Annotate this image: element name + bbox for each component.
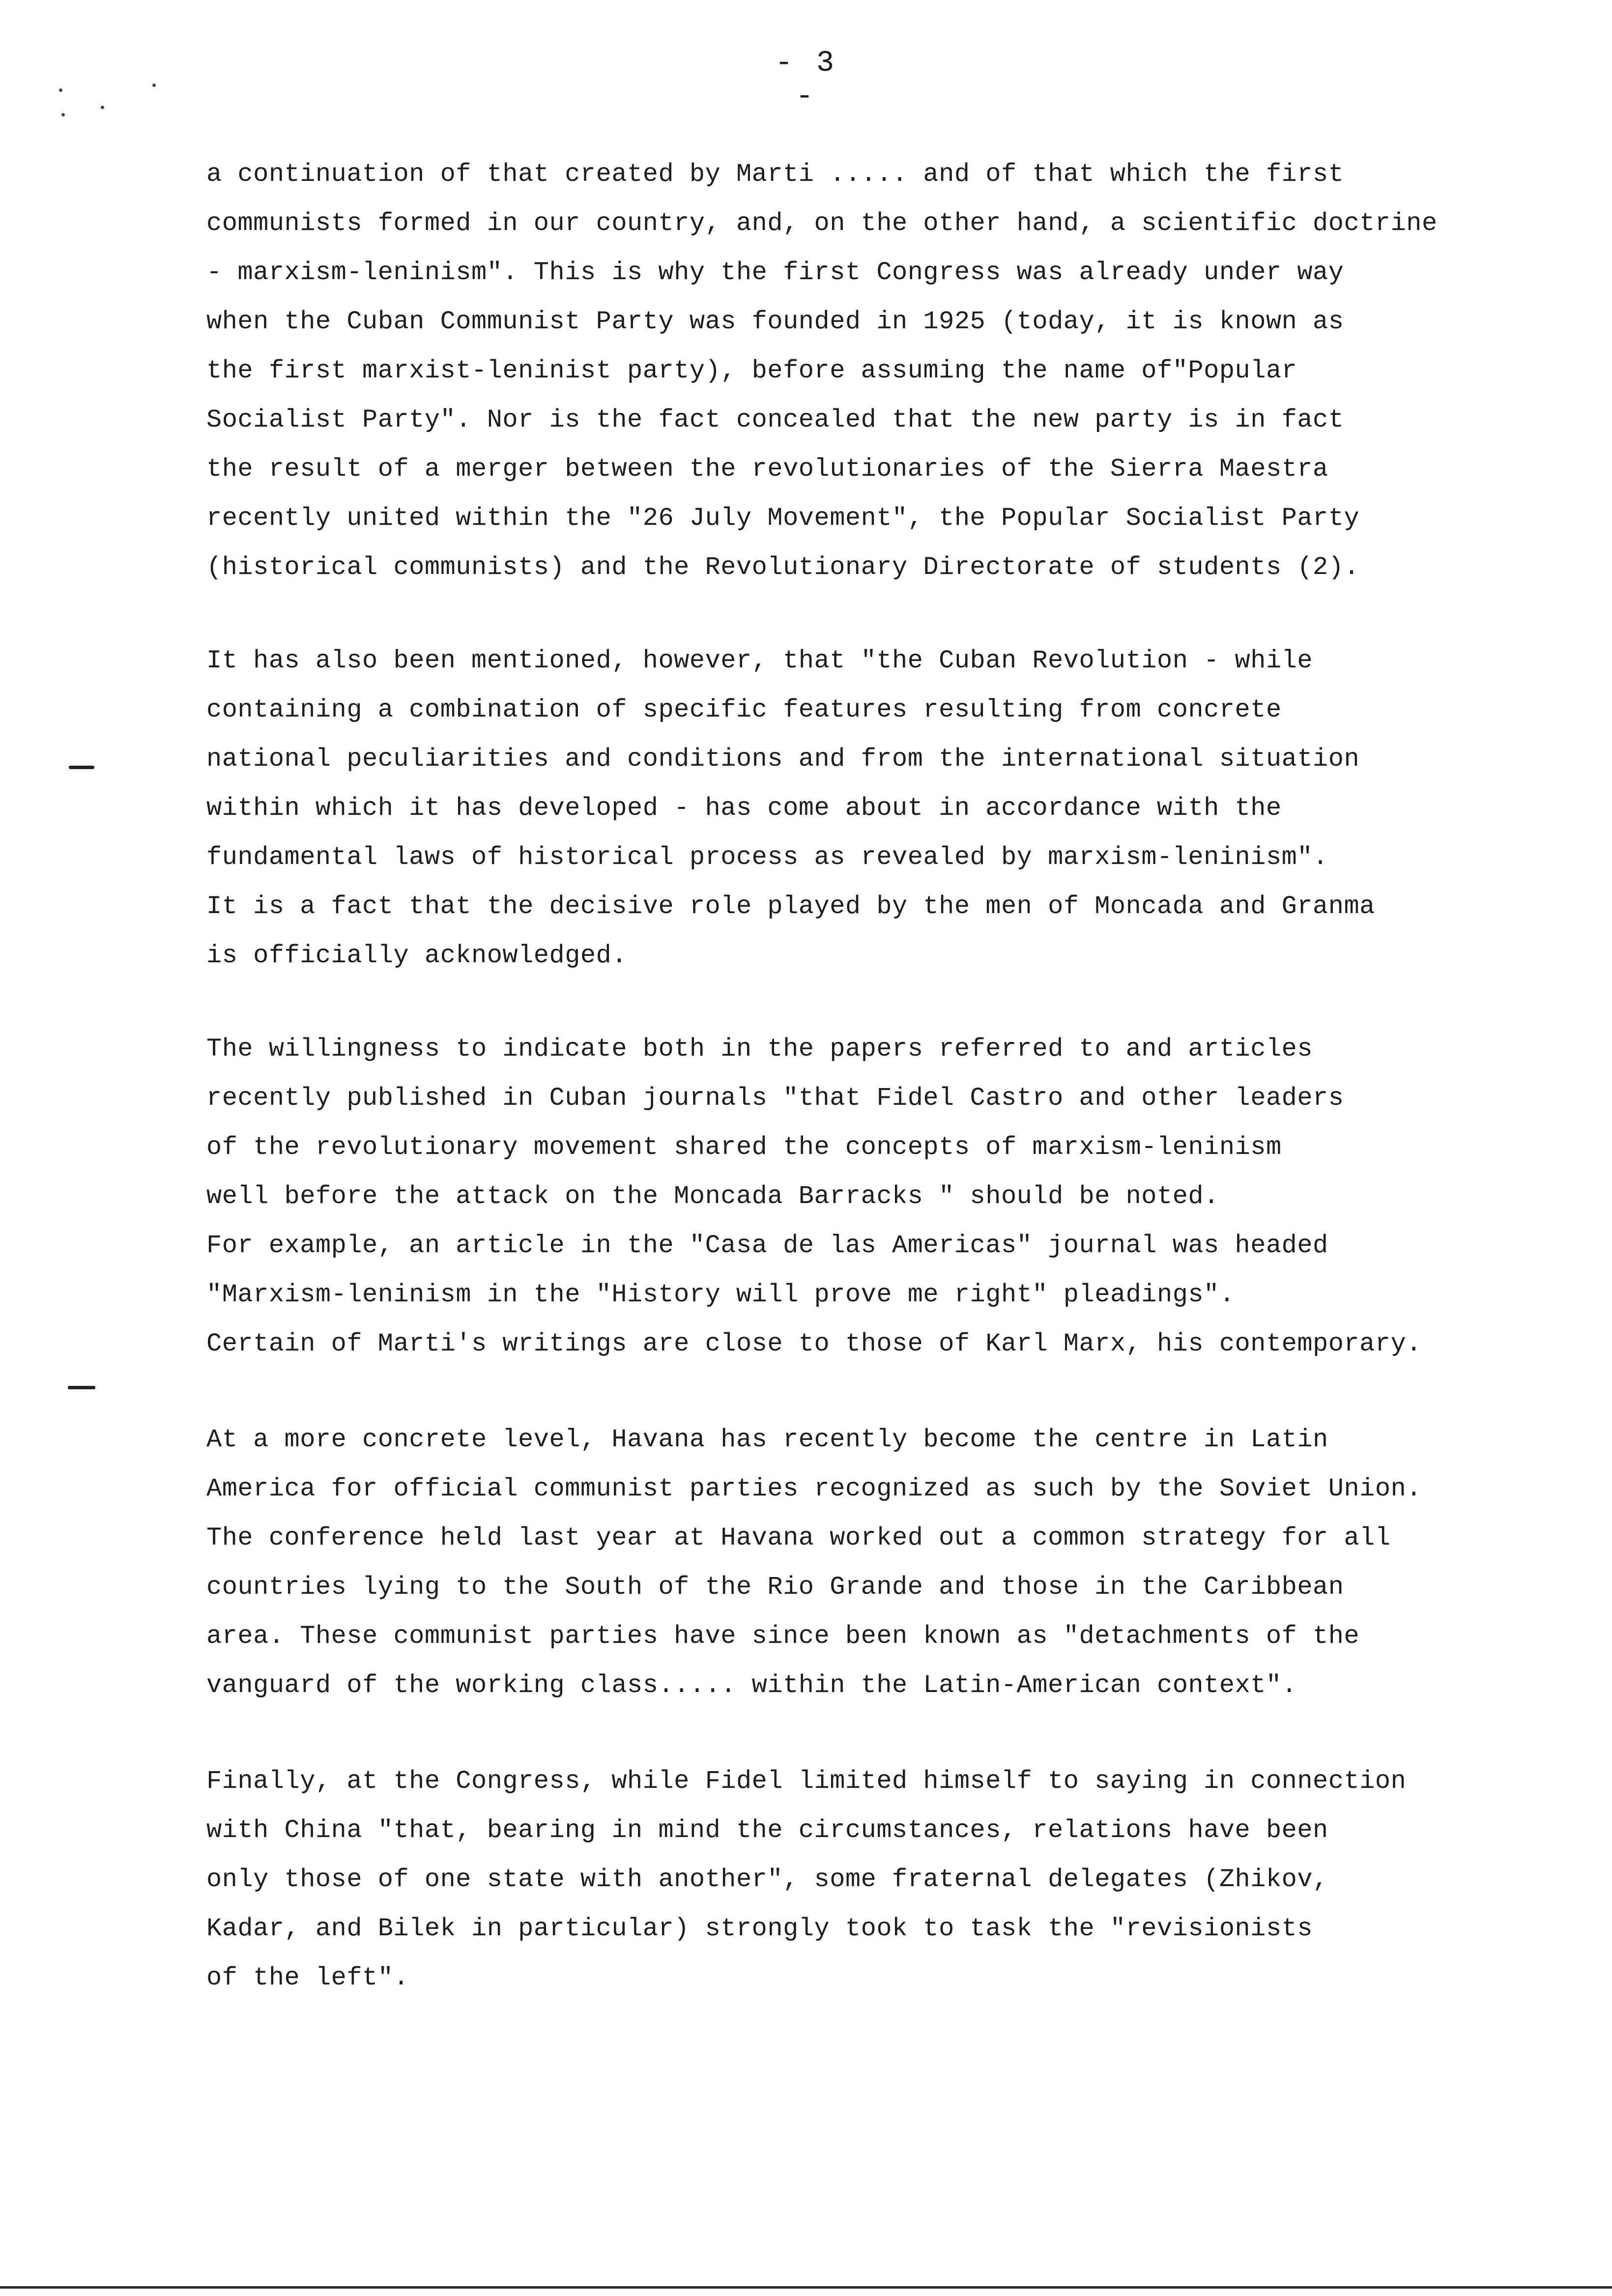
margin-speck xyxy=(59,88,62,92)
text-line: communists formed in our country, and, on the other hand, a scientific doctrine xyxy=(206,209,1438,238)
paragraph xyxy=(206,1415,1583,1710)
text-line: (historical communists) and the Revolutionary Directorate of students (2). xyxy=(206,553,1360,582)
text-line: fundamental laws of historical process as revealed by marxism-leninism". xyxy=(206,843,1328,872)
margin-speck xyxy=(61,113,65,116)
text-line: the first marxist-leninist party), before assuming the name of"Popular xyxy=(206,356,1297,385)
text-line: well before the attack on the Moncada Barracks " should be noted. xyxy=(206,1182,1219,1211)
text-line: of the revolutionary movement shared the concepts of marxism-leninism xyxy=(206,1133,1282,1162)
text-line: recently united within the "26 July Movement", the Popular Socialist Party xyxy=(206,504,1360,533)
text-line: - marxism-leninism". This is why the first Congress was already under way xyxy=(206,258,1344,287)
paragraph xyxy=(206,636,1583,980)
text-line: It has also been mentioned, however, that "the Cuban Revolution - while xyxy=(206,646,1313,675)
text-line: containing a combination of specific features resulting from concrete xyxy=(206,695,1282,724)
text-line: of the left". xyxy=(206,1963,409,1992)
text-line: within which it has developed - has come about in accordance with the xyxy=(206,794,1282,823)
page-bottom-rule xyxy=(0,2286,1612,2289)
text-line: At a more concrete level, Havana has recently become the centre in Latin xyxy=(206,1425,1328,1454)
page-number: - 3 - xyxy=(775,47,837,114)
text-line: with China "that, bearing in mind the circumstances, relations have been xyxy=(206,1816,1328,1845)
text-line: Certain of Marti's writings are close to those of Karl Marx, his contemporary. xyxy=(206,1329,1422,1358)
text-line: is officially acknowledged. xyxy=(206,941,628,970)
paragraph xyxy=(206,150,1583,592)
text-line: "Marxism-leninism in the "History will prove me right" pleadings". xyxy=(206,1280,1235,1309)
text-line: Kadar, and Bilek in particular) strongly took to task the "revisionists xyxy=(206,1914,1313,1943)
text-line: vanguard of the working class..... within the Latin-American context". xyxy=(206,1671,1297,1700)
text-line: a continuation of that created by Marti ..... and of that which the first xyxy=(206,160,1344,189)
text-line: It is a fact that the decisive role played by the men of Moncada and Granma xyxy=(206,892,1375,921)
text-line: For example, an article in the "Casa de las Americas" journal was headed xyxy=(206,1231,1328,1260)
text-line: recently published in Cuban journals "that Fidel Castro and other leaders xyxy=(206,1084,1344,1113)
text-line: only those of one state with another", some fraternal delegates (Zhikov, xyxy=(206,1865,1328,1894)
paragraph xyxy=(206,1757,1583,2003)
text-line: the result of a merger between the revolutionaries of the Sierra Maestra xyxy=(206,455,1328,484)
text-line: The willingness to indicate both in the papers referred to and articles xyxy=(206,1034,1313,1063)
text-line: when the Cuban Communist Party was founded in 1925 (today, it is known as xyxy=(206,307,1344,336)
margin-mark xyxy=(69,766,94,769)
margin-speck xyxy=(101,106,104,109)
text-line: The conference held last year at Havana worked out a common strategy for all xyxy=(206,1523,1391,1552)
text-line: Finally, at the Congress, while Fidel limited himself to saying in connection xyxy=(206,1767,1407,1796)
paragraph xyxy=(206,1025,1583,1369)
margin-mark xyxy=(68,1386,95,1389)
text-line: area. These communist parties have since been known as "detachments of the xyxy=(206,1622,1360,1651)
text-line: countries lying to the South of the Rio Grande and those in the Caribbean xyxy=(206,1573,1344,1602)
text-line: America for official communist parties recognized as such by the Soviet Union. xyxy=(206,1474,1422,1503)
margin-speck xyxy=(152,84,156,87)
text-line: national peculiarities and conditions and from the international situation xyxy=(206,745,1360,774)
text-line: Socialist Party". Nor is the fact concealed that the new party is in fact xyxy=(206,405,1344,434)
